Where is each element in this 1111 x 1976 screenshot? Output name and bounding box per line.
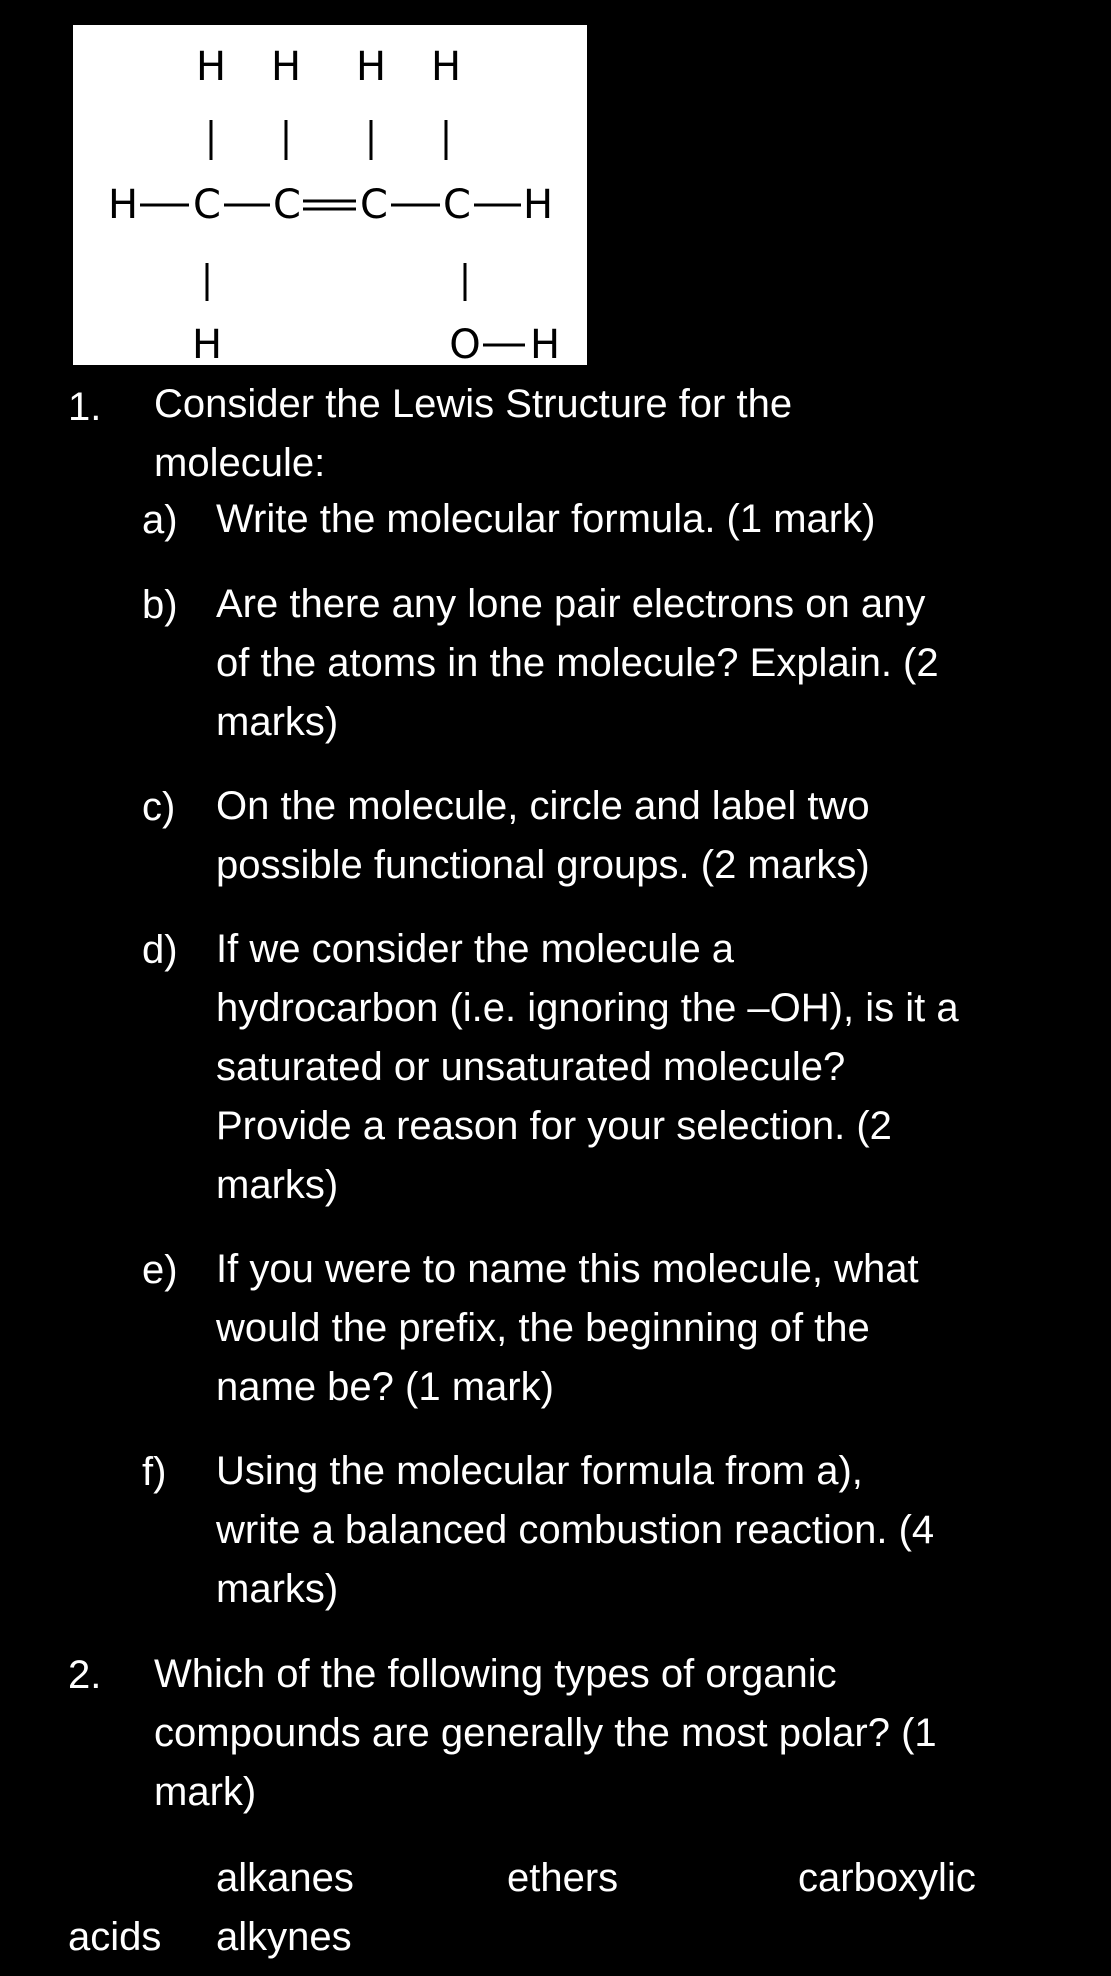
atom-c2: C (273, 182, 301, 228)
question-1-line: Consider the Lewis Structure for the (154, 382, 793, 426)
atom-h-bottom: H (191, 322, 223, 365)
part-e-text (216, 1240, 919, 1417)
atom-h-top-1: H (195, 44, 227, 90)
atom-h-right: H (522, 182, 554, 228)
part-d-line: Provide a reason for your selection. (2 (216, 1104, 892, 1148)
part-d-line: hydrocarbon (i.e. ignoring the –OH), is it a (216, 986, 959, 1030)
part-b-line: marks) (216, 700, 339, 744)
atom-c4: C (443, 182, 471, 228)
part-b-line: of the atoms in the molecule? Explain. (2 (216, 641, 939, 685)
lewis-structure-diagram (73, 25, 587, 365)
part-e-line: If you were to name this molecule, what (216, 1247, 919, 1291)
part-c-line: On the molecule, circle and label two (216, 784, 870, 828)
question-2-line: compounds are generally the most polar? (1 (154, 1711, 937, 1755)
part-f-label: f) (142, 1450, 167, 1494)
part-a-label: a) (142, 498, 178, 542)
part-f-text (216, 1442, 934, 1619)
lewis-structure-figure (73, 25, 587, 365)
part-a-text (216, 490, 875, 549)
atom-h-hydroxyl: H (529, 322, 561, 365)
part-b-text (216, 575, 939, 752)
option-alkanes: alkanes (216, 1856, 354, 1900)
question-1-line: molecule: (154, 441, 326, 485)
atom-c3: C (360, 182, 388, 228)
part-d-line: marks) (216, 1163, 339, 1207)
part-c-text (216, 777, 870, 895)
part-e-line: name be? (1 mark) (216, 1365, 554, 1409)
part-c-label: c) (142, 785, 176, 829)
atom-c1: C (193, 182, 221, 228)
top-bonds (211, 120, 446, 160)
option-carboxylic: carboxylic (798, 1856, 976, 1900)
part-f-line: write a balanced combustion reaction. (4 (216, 1508, 935, 1552)
question-1-stem (154, 375, 792, 493)
question-2-stem (154, 1645, 937, 1822)
question-2-line: Which of the following types of organic (154, 1652, 837, 1696)
atom-h-top-4: H (430, 44, 462, 90)
part-a-line: Write the molecular formula. (1 mark) (216, 497, 876, 541)
bottom-bonds (207, 263, 465, 301)
part-b-label: b) (142, 583, 178, 627)
atom-h-left: H (107, 182, 139, 228)
question-2-number: 2. (68, 1653, 102, 1697)
option-ethers: ethers (507, 1856, 619, 1900)
atom-o: O (449, 322, 481, 365)
question-1-number: 1. (68, 385, 102, 429)
atom-h-top-3: H (355, 44, 387, 90)
part-e-label: e) (142, 1248, 178, 1292)
atom-h-top-2: H (270, 44, 302, 90)
part-e-line: would the prefix, the beginning of the (216, 1306, 870, 1350)
part-c-line: possible functional groups. (2 marks) (216, 843, 870, 887)
option-alkynes: alkynes (216, 1915, 352, 1959)
part-f-line: Using the molecular formula from a), (216, 1449, 863, 1493)
part-d-line: saturated or unsaturated molecule? (216, 1045, 846, 1089)
part-f-line: marks) (216, 1567, 339, 1611)
part-d-label: d) (142, 928, 178, 972)
part-b-line: Are there any lone pair electrons on any (216, 582, 926, 626)
part-d-line: If we consider the molecule a (216, 927, 735, 971)
question-2-line: mark) (154, 1770, 257, 1814)
part-d-text (216, 920, 959, 1215)
option-acids: acids (68, 1915, 162, 1959)
